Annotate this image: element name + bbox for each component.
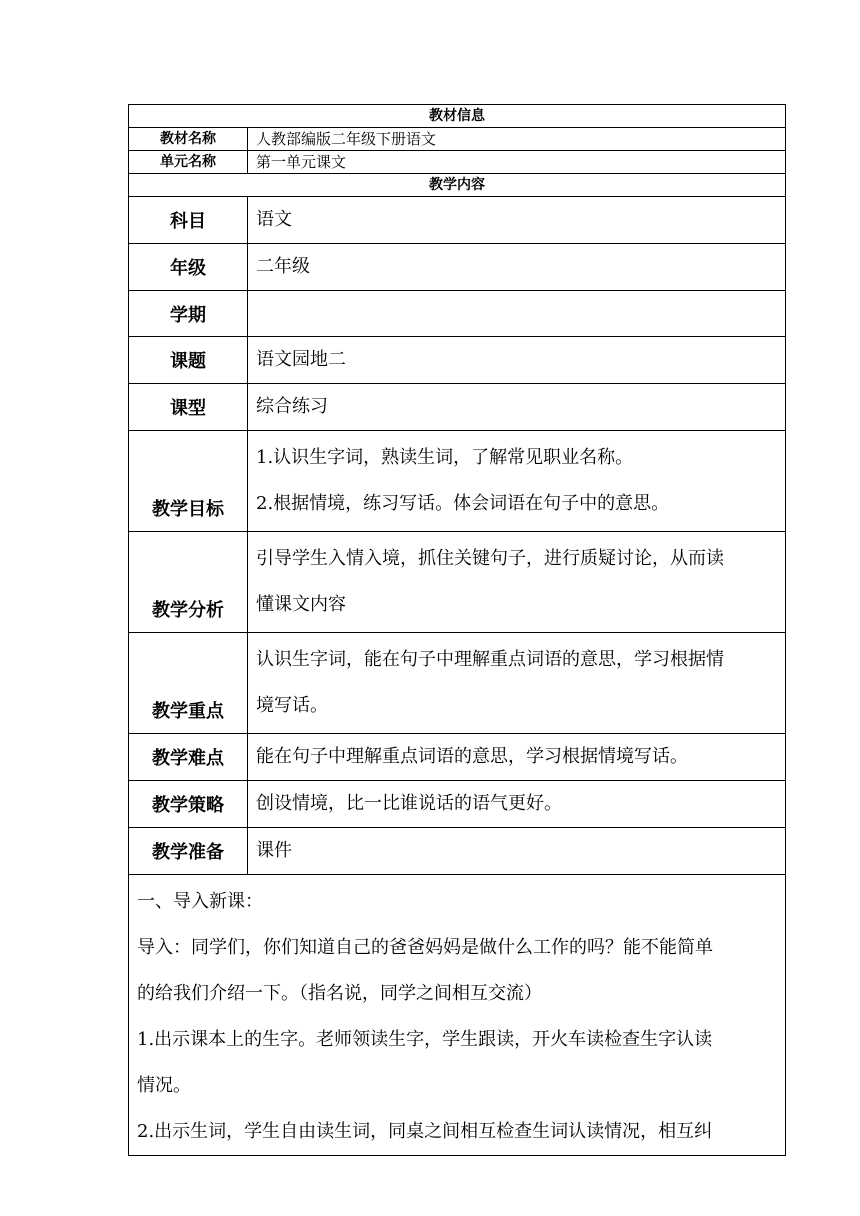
row-difficulties [129, 734, 786, 781]
text-line: 懂课文内容 [256, 594, 346, 615]
row-label: 教学目标 [129, 431, 248, 532]
row-label: 教学策略 [129, 781, 248, 828]
row-subject [129, 197, 786, 244]
row-topic [129, 337, 786, 384]
row-label: 课型 [129, 384, 248, 431]
body-line: 一、导入新课： [137, 891, 263, 912]
lesson-plan-table [128, 104, 786, 1156]
row-value: 二年级 [248, 244, 786, 291]
row-label: 教学难点 [129, 734, 248, 781]
row-value: 创设情境，比一比谁说话的语气更好。 [248, 781, 786, 828]
row-label: 教学准备 [129, 828, 248, 875]
section-title: 教材信息 [129, 105, 786, 128]
body-line: 的给我们介绍一下。（指名说，同学之间相互交流） [137, 983, 542, 1004]
row-term [129, 291, 786, 337]
row-value: 能在句子中理解重点词语的意思，学习根据情境写话。 [248, 734, 786, 781]
section-header-material [129, 105, 786, 128]
row-textbook-name [129, 128, 786, 151]
section-title: 教学内容 [129, 174, 786, 197]
text-line: 2.根据情境，练习写话。体会词语在句子中的意思。 [256, 493, 670, 514]
text-line: 认识生字词，能在句子中理解重点词语的意思，学习根据情 [256, 649, 724, 670]
row-value [248, 532, 786, 633]
row-lesson-body [129, 875, 786, 1156]
section-header-content [129, 174, 786, 197]
row-preparation [129, 828, 786, 875]
body-line: 1.出示课本上的生字。老师领读生字，学生跟读，开火车读检查生字认读 [137, 1029, 713, 1050]
row-label: 学期 [129, 291, 248, 337]
text-line: 引导学生入情入境，抓住关键句子，进行质疑讨论，从而读 [256, 548, 724, 569]
row-unit-name [129, 151, 786, 174]
text-line: 境写话。 [256, 695, 328, 716]
body-line: 2.出示生词，学生自由读生词，同桌之间相互检查生词认读情况，相互纠 [137, 1121, 713, 1142]
body-line: 导入：同学们，你们知道自己的爸爸妈妈是做什么工作的吗？能不能简单 [137, 937, 713, 958]
row-label: 教学分析 [129, 532, 248, 633]
row-value: 人教部编版二年级下册语文 [248, 128, 786, 151]
body-line: 情况。 [137, 1075, 191, 1096]
row-value: 课件 [248, 828, 786, 875]
row-grade [129, 244, 786, 291]
row-lesson-type [129, 384, 786, 431]
row-value [248, 431, 786, 532]
text-line: 1.认识生字词，熟读生词，了解常见职业名称。 [256, 447, 634, 468]
row-value: 语文 [248, 197, 786, 244]
row-key-points [129, 633, 786, 734]
row-label: 年级 [129, 244, 248, 291]
row-label: 教学重点 [129, 633, 248, 734]
row-label: 教材名称 [129, 128, 248, 151]
row-label: 课题 [129, 337, 248, 384]
row-value: 语文园地二 [248, 337, 786, 384]
row-objectives [129, 431, 786, 532]
row-value: 第一单元课文 [248, 151, 786, 174]
row-label: 单元名称 [129, 151, 248, 174]
row-label: 科目 [129, 197, 248, 244]
row-value [248, 633, 786, 734]
row-strategy [129, 781, 786, 828]
row-analysis [129, 532, 786, 633]
lesson-body-cell [129, 875, 786, 1156]
row-value: 综合练习 [248, 384, 786, 431]
row-value [248, 291, 786, 337]
